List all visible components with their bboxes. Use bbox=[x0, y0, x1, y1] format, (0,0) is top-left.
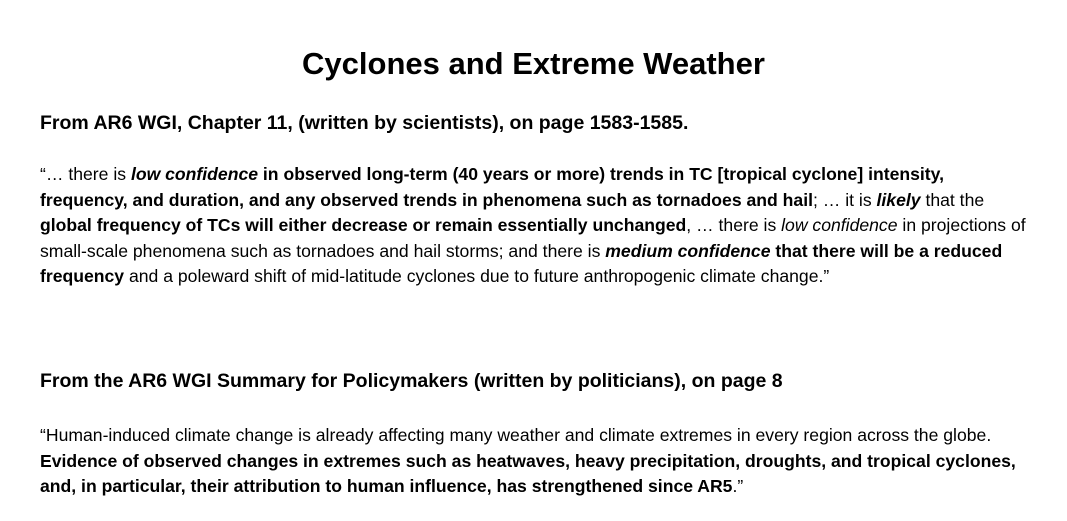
quote-run: “… there is bbox=[40, 164, 131, 184]
quote-run: global frequency of TCs will either decrease or remain essentially unchanged bbox=[40, 215, 687, 236]
quote-run: “Human-induced climate change is already affecting many weather and climate extremes in every region across the globe. bbox=[40, 425, 992, 445]
quote-run: medium confidence bbox=[605, 240, 771, 261]
quote-run: low confidence bbox=[130, 164, 259, 184]
quote-run: , … there is bbox=[686, 215, 782, 236]
quote-run: in observed long-term (40 years or more) trends in TC [tropical cyclone] intensity, frequency, and duration, and any observed trends in phenomena such as tornadoes and hail bbox=[40, 164, 945, 210]
section-1-heading: From AR6 WGI, Chapter 11, (written by scientists), on page 1583-1585. bbox=[40, 112, 689, 134]
quote-run: and a poleward shift of mid-latitude cyclones due to future anthropogenic climate change.” bbox=[124, 266, 830, 287]
quote-run: that there will be a reduced frequency bbox=[40, 240, 1003, 287]
quote-run: Evidence of observed changes in extremes such as heatwaves, heavy precipitation, droughts, and tropical cyclones, and, in particular, their attribution to human influence, has strengthened since AR5 bbox=[40, 450, 1016, 497]
section-2-heading: From the AR6 WGI Summary for Policymakers (written by politicians), on page 8 bbox=[40, 370, 783, 392]
section-1-quote bbox=[40, 162, 1030, 290]
quote-run: that the bbox=[920, 189, 985, 210]
quote-run: .” bbox=[732, 476, 744, 497]
quote-run: low confidence bbox=[781, 215, 898, 236]
section-2-quote bbox=[40, 423, 1030, 500]
quote-run: ; … it is bbox=[812, 189, 877, 210]
quote-run: in projections of small-scale phenomena such as tornadoes and hail storms; and there is bbox=[40, 215, 1026, 261]
quote-run: likely bbox=[876, 189, 921, 210]
document-title: Cyclones and Extreme Weather bbox=[302, 46, 765, 81]
